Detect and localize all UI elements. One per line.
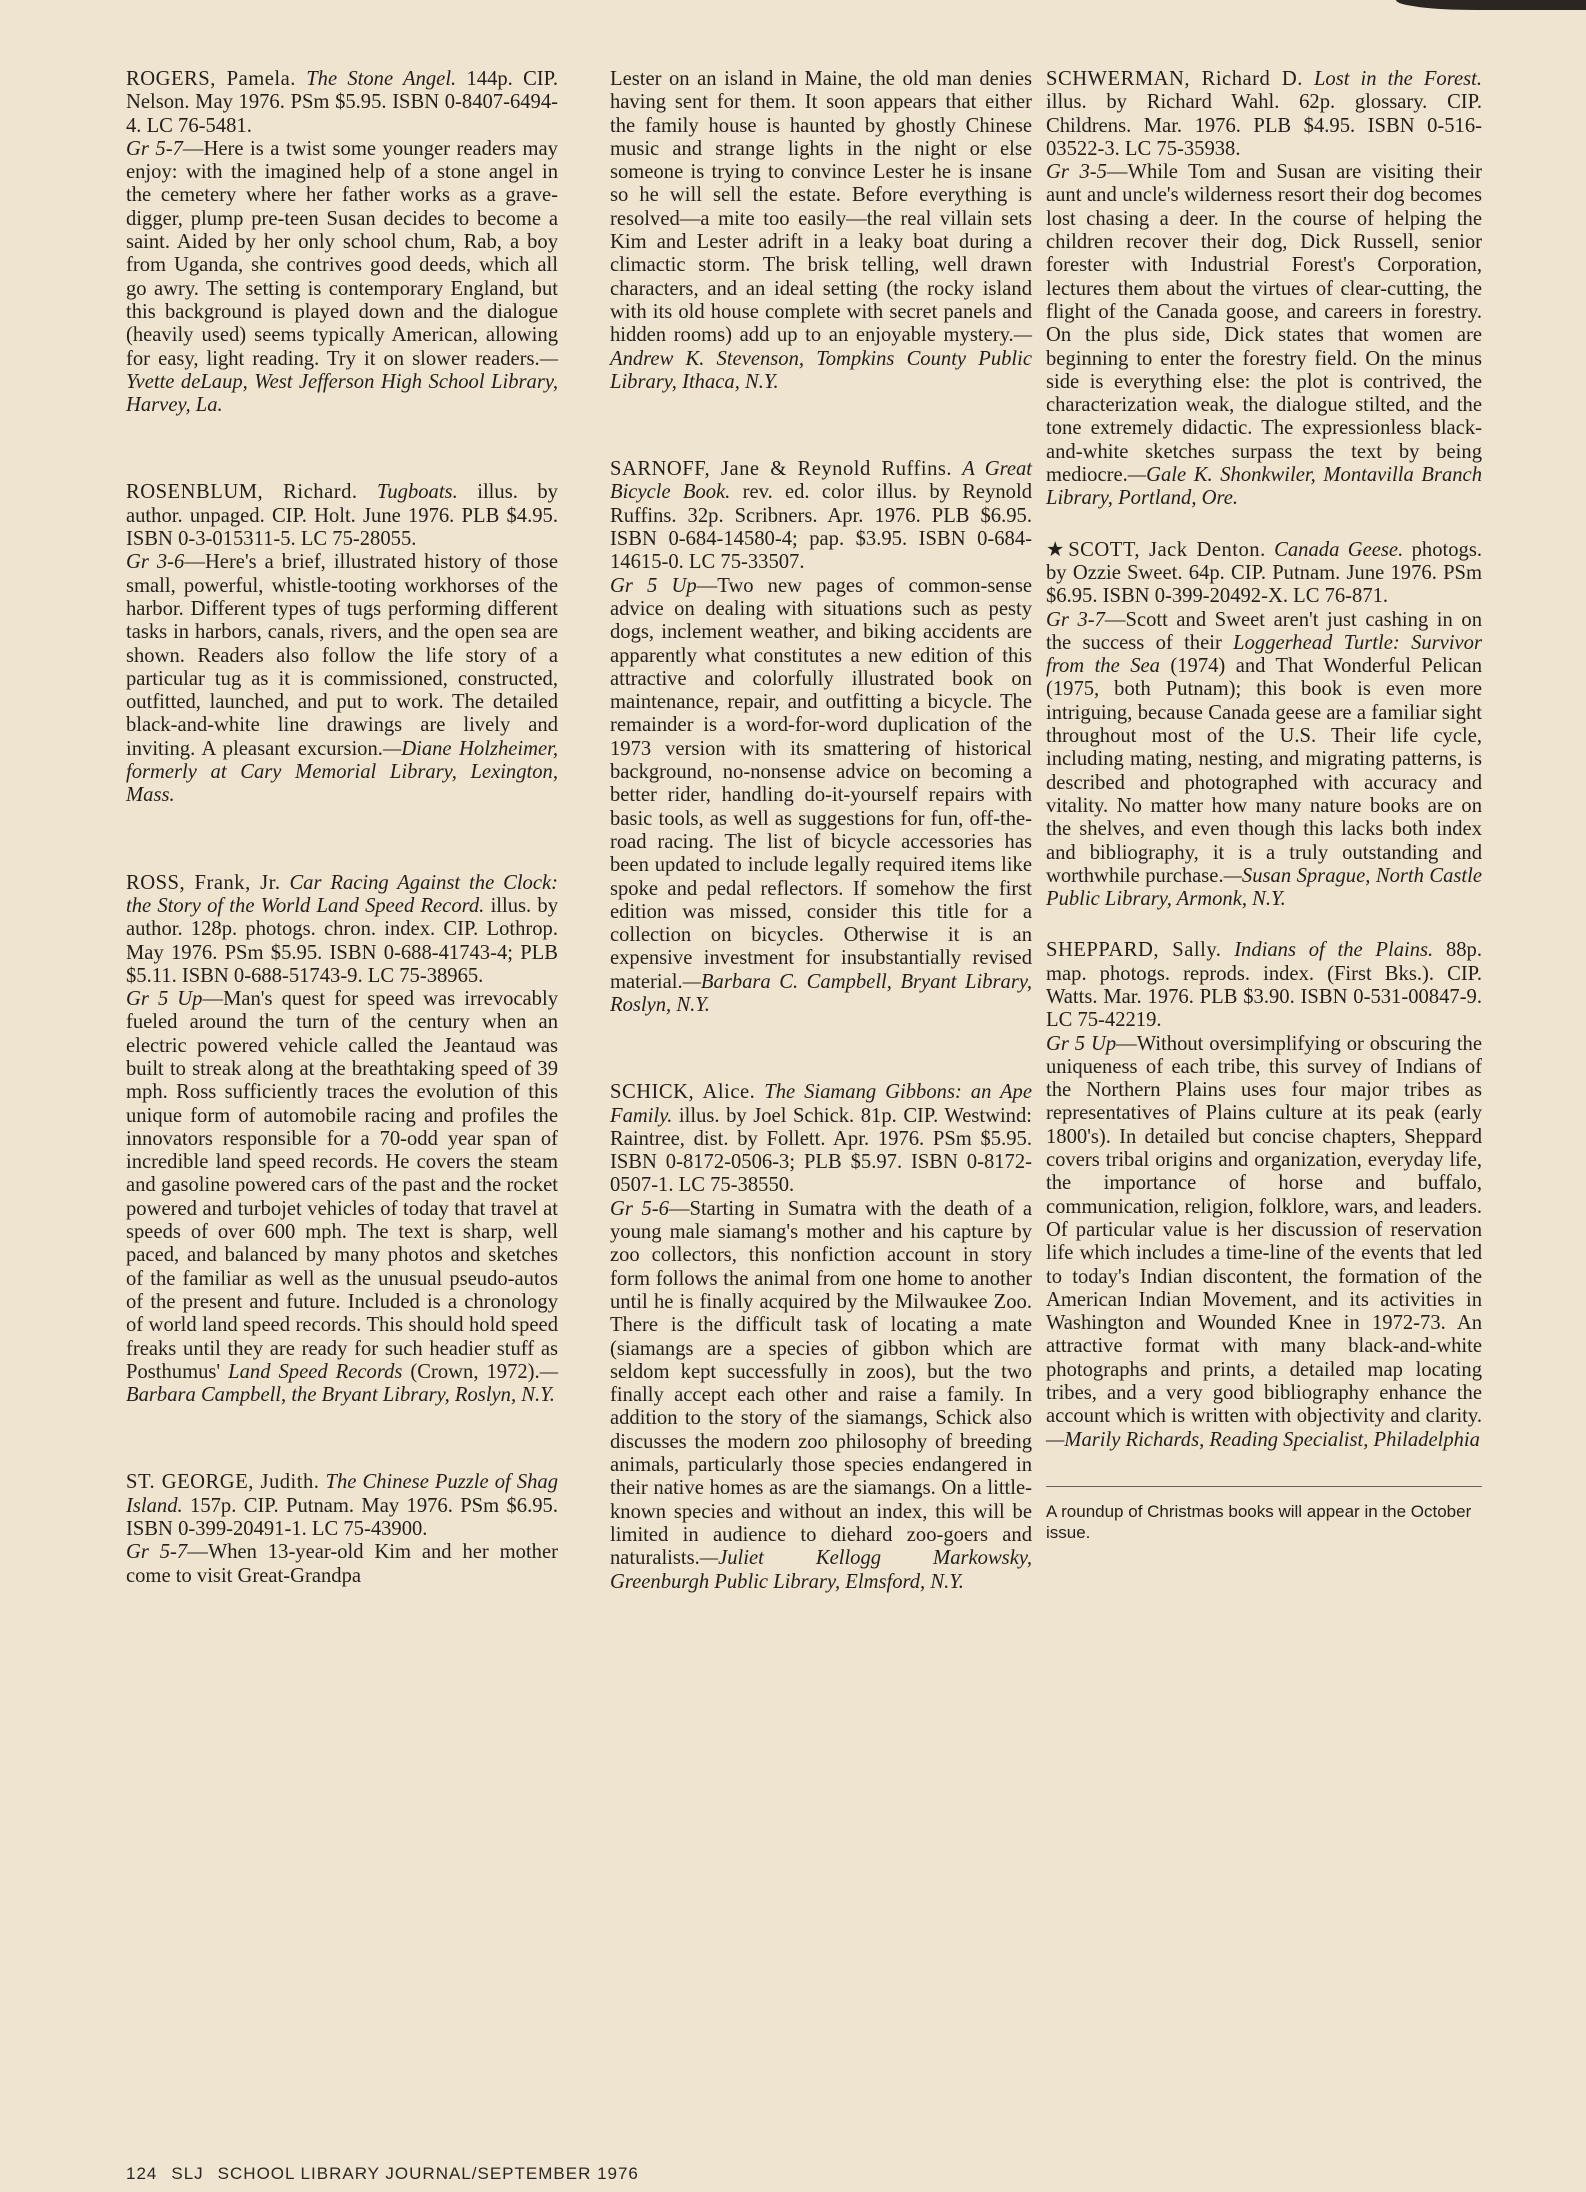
review-reviewer: —Marily Richards, Reading Specialist, Philadelphia [1046, 1428, 1480, 1451]
review-grade: Gr 3-5 [1046, 161, 1107, 184]
review-grade: Gr 5 Up [1046, 1032, 1117, 1055]
review-title: The Stone Angel. [306, 68, 457, 90]
review-reviewer: —Gale K. Shonkwiler, Montavilla Branch Library, Portland, Ore. [1046, 464, 1482, 510]
review-body-tail: (1974) and That Wonderful Pelican (1975, both Putnam); this book is even more intriguing, because Canada geese are a familiar sight throughout most of the U.S. Their life cycle, including mating, nesting, and migrating patterns, is described and photographed with accuracy and vitality. No matter how many nature books are on the shelves, and even though this lacks both index and bibliography, it is a truly outstanding and worthwhile purchase. [1046, 655, 1482, 887]
review-body: —Here is a twist some younger readers may enjoy: with the imagined help of a stone angel in the cemetery where her father works as a grave-digger, plump pre-teen Susan decides to become a saint. Aided by her only school chum, Rab, a boy from Uganda, she contrives good deeds, which all go awry. The setting is contemporary England, but this background is played down and the dialogue (heavily used) seems typically American, allowing for easy, light reading. Try it on slower readers. [126, 137, 558, 370]
review-pub: 144p. CIP. Nelson. May 1976. PSm $5.95. ISBN 0-8407-6494-4. LC 76-5481. [126, 68, 558, 137]
review-body: —Here's a brief, illustrated history of those small, powerful, whistle-tooting workhorses of the harbor. Different types of tugs performing different tasks in harbors, canals, rivers, and the open sea are shown. Readers also follow the life story of a particular tug as it is commissioned, constructed, outfitted, launched, and put to work. The detailed black-and-white line drawings are lively and inviting. A pleasant excursion. [126, 551, 558, 760]
journal-mark: SLJ [171, 2164, 204, 2183]
review-schick [610, 1081, 1032, 1594]
review-sheppard [1046, 939, 1482, 1452]
review-reviewer: —Yvette deLaup, West Jefferson High School Library, Harvey, La. [126, 347, 558, 417]
review-body: Lester on an island in Maine, the old man denies having sent for them. It soon appears that either the family house is haunted by ghostly Chinese music and strange lights in the night or else someone is trying to convince Lester he is insane so he will sell the estate. Before everything is resolved—a mite too easily—the real villain sets Kim and Lester adrift in a leaky boat during a climactic storm. The brisk telling, well drawn characters, and an ideal setting (the rocky island with its old house complete with secret panels and hidden rooms) add up to an enjoyable mystery. [610, 68, 1032, 347]
review-author: SCHICK, Alice. [610, 1081, 756, 1104]
review-rogers [126, 68, 558, 417]
review-pub: illus. by Joel Schick. 81p. CIP. Westwind: Raintree, dist. by Follett. Apr. 1976. PSm $5.95. ISBN 0-8172-0506-3; PLB $5.97. ISBN 0-8172-0507-1. LC 75-38550. [610, 1104, 1032, 1197]
review-title: Lost in the Forest. [1313, 68, 1482, 90]
page-number: 124 [126, 2164, 158, 2183]
review-pub: photogs. by Ozzie Sweet. 64p. CIP. Putnam. June 1976. PSm $6.95. ISBN 0-399-20492-X. LC 76-871. [1046, 538, 1482, 608]
review-author: SCHWERMAN, Richard D. [1046, 68, 1303, 90]
column-3 [1046, 68, 1482, 1543]
review-title: The Siamang Gibbons: an Ape Family. [610, 1081, 1032, 1127]
review-reviewer: —Barbara Campbell, the Bryant Library, Roslyn, N.Y. [126, 1360, 559, 1407]
review-pub: rev. ed. color illus. by Reynold Ruffins. 32p. Scribners. Apr. 1976. PLB $6.95. ISBN 0-684-14580-4; pap. $3.95. ISBN 0-684-14615-0. LC 75-33507. [610, 481, 1032, 574]
review-body: —When 13-year-old Kim and her mother come to visit Great-Grandpa [126, 1541, 558, 1587]
review-schwerman [1046, 68, 1482, 511]
review-body: —Scott and Sweet aren't just cashing in on the success of their [1046, 608, 1482, 654]
review-reviewer: —Susan Sprague, North Castle Public Library, Armonk, N.Y. [1046, 864, 1483, 911]
journal-name: SCHOOL LIBRARY JOURNAL/SEPTEMBER 1976 [217, 2164, 639, 2183]
review-scott [1046, 539, 1482, 912]
review-author: ★SCOTT, Jack Denton. [1046, 538, 1266, 561]
review-grade: Gr 5-7 [126, 1541, 188, 1564]
review-body: —Without oversimplifying or obscuring the uniqueness of each tribe, this survey of Indians of the Northern Plains uses four major tribes as representatives of Plains culture at its peak (early 1800's). In detailed but concise chapters, Sheppard covers tribal origins and organization, everyday life, the importance of horse and buffalo, communication, religion, folklore, wars, and leaders. Of particular value is her discussion of reservation life which includes a time-line of the events that led to today's Indian discontent, the formation of the American Indian Movement, and its activities in Washington and Wounded Knee in 1972-73. An attractive format with many black-and-white photographs and prints, a detailed map locating tribes, and a very good bibliography enhance the account which is written with objectivity and clarity. [1046, 1032, 1482, 1428]
review-pub: illus. by author. 128p. photogs. chron. index. CIP. Lothrop. May 1976. PSm $5.95. ISBN 0-688-41743-4; PLB $5.11. ISBN 0-688-51743-9. LC 75-38965. [126, 894, 559, 987]
review-author: ROSS, Frank, Jr. [126, 871, 281, 894]
review-body-title: Land Speed Records [228, 1360, 403, 1383]
review-grade: Gr 3-7 [1046, 608, 1105, 631]
review-title: The Chinese Puzzle of Shag Island. [126, 1471, 559, 1517]
review-rosenblum [126, 481, 558, 807]
review-author: ROGERS, Pamela. [126, 68, 296, 90]
review-body: —Starting in Sumatra with the death of a young male siamang's mother and his capture by zoo collectors, this nonfiction account in story form follows the animal from one home to another until he is finally acquired by the Milwaukee Zoo. There is the difficult task of locating a mate (siamangs are a species of gibbon which are seldom kept successfully in zoos), but the two finally accept each other and raise a family. In addition to the story of the siamangs, Schick also discusses the modern zoo philosophy of breeding animals, particularly those species endangered in their native homes as are the siamangs. On a little-known species and without an index, this will be limited in audience to diehard zoo-goers and naturalists. [610, 1197, 1032, 1570]
review-body-title: Loggerhead Turtle: Survivor from the Sea [1046, 631, 1482, 678]
review-ross [126, 872, 558, 1408]
review-reviewer: —Andrew K. Stevenson, Tompkins County Public Library, Ithaca, N.Y. [610, 324, 1032, 393]
review-grade: Gr 3-6 [126, 551, 185, 574]
review-author: ROSENBLUM, Richard. [126, 481, 358, 504]
review-author: SARNOFF, Jane & Reynold Ruffins. [610, 458, 953, 481]
column-1 [126, 68, 558, 1588]
page-footer [126, 2164, 653, 2184]
review-sarnoff [610, 458, 1032, 1017]
review-title: Car Racing Against the Clock: the Story of the World Land Speed Record. [126, 871, 558, 917]
review-st-george [126, 1471, 558, 1587]
review-body: —Man's quest for speed was irrevocably fueled around the turn of the century when an electric powered vehicle called the Jeantaud was built to streak along at the breathtaking speed of 39 mph. Ross sufficiently traces the evolution of this unique form of automobile racing and profiles the innovators responsible for a 70-odd year span of incredible land speed records. He covers the steam and gasoline powered cars of the past and the rocket powered and turbojet vehicles of today that travel at speeds of over 600 mph. The text is sharp, well paced, and balanced by many photos and sketches of the familiar as well as the unusual pseudo-autos of the present and future. Included is a chronology of world land speed records. This should hold speed freaks until they are ready for such headier stuff as Posthumus' [126, 988, 558, 1383]
review-grade: Gr 5 Up [610, 574, 697, 597]
review-reviewer: —Diane Holzheimer, formerly at Cary Memorial Library, Lexington, Mass. [126, 737, 559, 807]
review-title: A Great Bicycle Book. [610, 458, 1033, 504]
review-title: Canada Geese. [1274, 538, 1404, 561]
announcement-note: A roundup of Christmas books will appear in the October issue. [1046, 1486, 1482, 1543]
review-reviewer: —Juliet Kellogg Markowsky, Greenburgh Public Library, Elmsford, N.Y. [610, 1547, 1032, 1593]
review-pub: illus. by author. unpaged. CIP. Holt. June 1976. PLB $4.95. ISBN 0-3-015311-5. LC 75-28055. [126, 481, 558, 551]
review-reviewer: —Barbara C. Campbell, Bryant Library, Roslyn, N.Y. [610, 970, 1032, 1016]
review-title: Indians of the Plains. [1234, 939, 1434, 962]
review-grade: Gr 5-7 [126, 137, 183, 160]
review-author: ST. GEORGE, Judith. [126, 1471, 320, 1494]
review-grade: Gr 5 Up [126, 988, 203, 1011]
column-2 [610, 68, 1032, 1594]
review-body: —Two new pages of common-sense advice on dealing with situations such as pesty dogs, inclement weather, and biking accidents are apparently what constitutes a new edition of this attractive and colorfully illustrated book on maintenance, repair, and outfitting a bicycle. The remainder is a word-for-word duplication of the 1973 version with its smattering of historical background, no-nonsense advice on becoming a better rider, handling do-it-yourself repairs with basic tools, as well as suggestions for fun, off-the-road racing. The list of bicycle accessories has been updated to include legally required items like spoke and pedal reflectors. If somehow the first edition was missed, consider this title for a collection on bicycles. Otherwise it is an expensive investment for insubstantially revised material. [610, 574, 1032, 993]
review-pub: 157p. CIP. Putnam. May 1976. PSm $6.95. ISBN 0-399-20491-1. LC 75-43900. [126, 1494, 558, 1541]
review-body: —While Tom and Susan are visiting their aunt and uncle's wilderness resort their dog becomes lost chasing a deer. In the course of helping the children recover their dog, Dick Russell, senior forester with Industrial Forest's Corporation, lectures them about the virtues of clear-cutting, the flight of the Canada goose, and careers in forestry. On the plus side, Dick states that women are beginning to enter the forestry field. On the minus side is everything else: the plot is contrived, the characterization weak, the dialogue stilted, and the tone extremely didactic. The expressionless black-and-white sketches surpass the text by being mediocre. [1046, 161, 1482, 487]
review-body-tail: (Crown, 1972). [402, 1360, 540, 1383]
review-grade: Gr 5-6 [610, 1197, 669, 1220]
review-pub: 88p. map. photogs. reprods. index. (First Bks.). CIP. Watts. Mar. 1976. PLB $3.90. ISBN 0-531-00847-9. LC 75-42219. [1046, 939, 1482, 1032]
review-pub: illus. by Richard Wahl. 62p. glossary. CIP. Childrens. Mar. 1976. PLB $4.95. ISBN 0-516-03522-3. LC 75-35938. [1046, 91, 1482, 160]
page-edge-mark [1396, 0, 1586, 10]
review-title: Tugboats. [377, 481, 458, 504]
review-author: SHEPPARD, Sally. [1046, 939, 1222, 962]
review-st-george-continued [610, 68, 1032, 394]
